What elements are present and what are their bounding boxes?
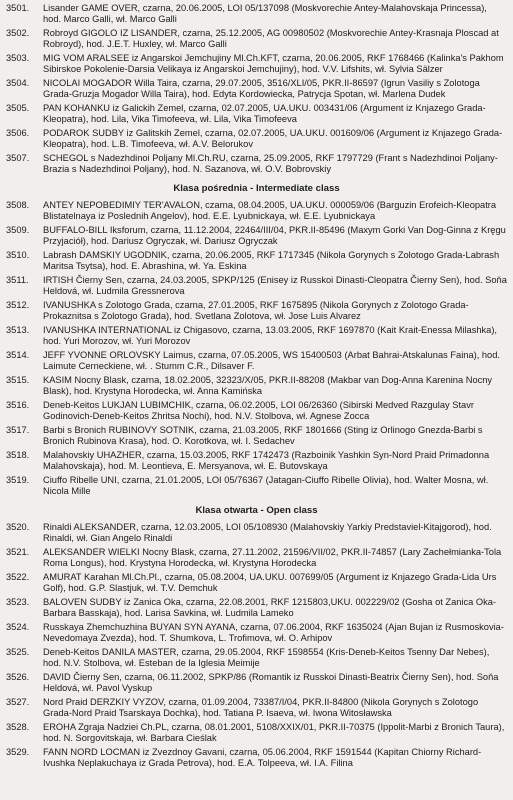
entry-text: Robroyd GIGOLO IZ LISANDER, czarna, 25.12.2005, AG 00980502 (Moskvorechie Antey-Krasnaja Ploscad at Robroyd), hod. J.E.T. Huxley, wł. Marco Galli	[43, 28, 499, 50]
entry-number: 3502.	[6, 28, 30, 38]
entry-number: 3527.	[6, 696, 30, 707]
catalog-entry	[6, 672, 507, 695]
catalog-entry	[6, 300, 507, 323]
entry-number: 3509.	[6, 224, 30, 235]
entry-text: JEFF YVONNE ORLOVSKY Laimus, czarna, 07.05.2005, WS 15400503 (Arbat Bahrai-Atskalunas Faina), hod. Laimute Cerneckiene, wł. . Stumm C.R., Dilsaver F.	[43, 349, 500, 372]
entry-number: 3524.	[6, 621, 30, 632]
entry-text: Barbi s Bronich RUBINOVY SOTNIK, czarna, 21.03.2005, RKF 1801666 (Sting iz Orlinogo Gnezda-Barbi s Bronich Rubinova Krasa), hod. O. Korotkova, wł. I. Sedachev	[43, 424, 483, 447]
catalog-entry	[6, 350, 507, 373]
catalog-entry	[6, 400, 507, 423]
entry-number: 3507.	[6, 153, 30, 163]
entry-number: 3528.	[6, 721, 30, 732]
entry-number: 3504.	[6, 78, 30, 88]
entry-text: Labrash DAMSKIY UGODNIK, czarna, 20.06.2005, RKF 1717345 (Nikola Gorynych s Zolotogo Grada-Labrash Maritsa Tsytsa), hod. E. Abrashina, wł. Ya. Eskina	[43, 249, 500, 272]
entry-number: 3513.	[6, 324, 30, 335]
entry-text: PODAROK SUDBY iz Galitskih Zemel, czarna, 02.07.2005, UA.UKU. 001609/06 (Argument iz Knjazego Grada-Kleopatra), hod. L.B. Timofeeva, wł. A.V. Belorukov	[43, 128, 503, 150]
entry-number: 3514.	[6, 349, 30, 360]
catalog-entry	[6, 747, 507, 770]
entry-text: SCHEGOL s Nadezhdinoi Poljany Ml.Ch.RU, czarna, 25.09.2005, RKF 1797729 (Frant s Nadezhdinoi Poljany-Brazia s Nadezhdinoi Poljany), hod. N. Sazanova, wł. O.V. Bobrovskiy	[43, 153, 498, 175]
entry-number: 3508.	[6, 199, 30, 210]
entry-text: Malahovskiy UHAZHER, czarna, 15.03.2005, RKF 1742473 (Razboinik Yashkin Syn-Nord Praid Primadonna Malahovskaja), hod. M. Leontieva, E. Mersyanova, wł. E. Butovskaya	[43, 449, 490, 472]
entry-text: PAN KOHANKU iz Galickih Zemel, czarna, 02.07.2005, UA.UKU. 003431/06 (Argument iz Knjazego Grada-Kleopatra), hod. Lila, Vika Timofeeva, wł. Lila, Vika Timofeeva	[43, 103, 486, 125]
catalog-entry	[6, 3, 507, 26]
entry-text: AMURAT Karahan Ml.Ch.Pl., czarna, 05.08.2004, UA.UKU. 007699/05 (Argument iz Knjazego Grada-Lida Urs Golf), hod. G.P. Slastjuk, wł. T.V. Demchuk	[43, 571, 497, 594]
open-class-heading: Klasa otwarta - Open class	[195, 504, 318, 516]
catalog-entry	[6, 425, 507, 448]
catalog-entry	[6, 547, 507, 570]
catalog-entry	[6, 475, 507, 498]
catalog-entry	[6, 128, 507, 151]
entry-number: 3529.	[6, 746, 30, 757]
entry-text: FANN NORD LOCMAN iz Zvezdnoy Gavani, czarna, 05.06.2004, RKF 1591544 (Kapitan Chiorny Richard-Ivushka Neplakuchaya iz Grada Petrova), hod. E.A. Tolpeeva, wł. I.A. Filina	[43, 746, 482, 769]
entry-number: 3518.	[6, 449, 30, 460]
entry-text: ALEKSANDER WIELKI Nocny Blask, czarna, 27.11.2002, 21596/VII/02, PKR.II-74857 (Lary Zachełmianka-Tola Roma Longus), hod. Krystyna Horodecka, wł. Krystyna Horodecka	[43, 546, 502, 569]
catalog-entry	[6, 53, 507, 76]
entries-section-top	[6, 3, 507, 176]
entry-text: EROHA Zgraja Nadziei Ch.PL, czarna, 08.01.2001, 5108/XXIX/01, PKR.II-70375 (Ippolit-Marbi z Bronich Taura), hod. N. Sorgovitskaja, wł. Barbara Cieślak	[43, 721, 505, 744]
entry-number: 3520.	[6, 521, 30, 532]
entry-number: 3512.	[6, 299, 30, 310]
catalog-entry	[6, 572, 507, 595]
catalog-entry	[6, 153, 507, 176]
entry-number: 3516.	[6, 399, 30, 410]
catalog-entry	[6, 325, 507, 348]
entry-number: 3526.	[6, 671, 30, 682]
entry-text: KASIM Nocny Blask, czarna, 18.02.2005, 32323/X/05, PKR.II-88208 (Makbar van Dog-Anna Karenina Nocny Blask), hod. Krystyna Horodecka, wł. Anna Kamińska	[43, 374, 493, 397]
entries-section-open	[6, 522, 507, 770]
entry-number: 3519.	[6, 474, 30, 485]
catalog-entry	[6, 622, 507, 645]
entry-number: 3517.	[6, 424, 30, 435]
entry-number: 3522.	[6, 571, 30, 582]
entry-number: 3503.	[6, 53, 30, 63]
entry-text: NICOLAI MOGADOR Willa Taira, czarna, 29.07.2005, 3516/XLI/05, PKR.II-86597 (Igrun Vasiliy s Zolotoga Grada-Gruzja Mogador Willa Taira), hod. Edyta Kordowiecka, Patrycja Spotan, wł. Marlena Dudek	[43, 78, 480, 100]
catalog-entry	[6, 225, 507, 248]
entry-number: 3505.	[6, 103, 30, 113]
entry-number: 3515.	[6, 374, 30, 385]
entry-text: BALOVEN SUDBY iz Zanica Oka, czarna, 22.08.2001, RKF 1215803,UKU. 002229/02 (Gosha ot Zanica Oka-Barbara Basskaja), hod. Larisa Savkina, wł. Ludmila Lameko	[43, 596, 497, 619]
entry-number: 3511.	[6, 274, 29, 285]
catalog-entry	[6, 28, 507, 51]
entry-text: MIG VOM ARALSEE iz Angarskoi Jemchujiny Ml.Ch.KFT, czarna, 20.06.2005, RKF 1768466 (Kalinka's Pakhom Sibirskoe Pokolenie-Darsia Velikaya iz Angarskoi Jemchujiny), hod. V.V. Lifshits, wł. Sylvia Sälzer	[43, 53, 504, 75]
entry-text: IVANUSHKA INTERNATIONAL iz Chigasovo, czarna, 13.03.2005, RKF 1697870 (Kait Krait-Enessa Milashka), hod. Yuri Morozov, wł. Yuri Morozov	[43, 324, 498, 347]
entries-section-intermediate	[6, 200, 507, 498]
entry-text: Lisander GAME OVER, czarna, 20.06.2005, LOI 05/137098 (Moskvorechie Antey-Malahovskaja Princessa), hod. Marco Galli, wł. Marco Galli	[43, 3, 487, 25]
entry-text: Nord Praid DERZKIY VYZOV, czarna, 01.09.2004, 73387/I/04, PKR.II-84800 (Nikola Gorynych s Zolotogo Grada-Nord Praid Tsarskaya Dochka), hod. Tatiana P. Isaeva, wł. Iwona Witosławska	[43, 696, 479, 719]
catalog-entry	[6, 275, 507, 298]
catalog-entry	[6, 522, 507, 545]
intermediate-class-heading: Klasa pośrednia - Intermediate class	[173, 182, 340, 194]
entry-number: 3510.	[6, 249, 30, 260]
entry-number: 3523.	[6, 596, 30, 607]
entry-text: Ciuffo Ribelle UNI, czarna, 21.01.2005, LOI 05/76367 (Jatagan-Ciuffo Ribelle Olivia), hod. Walter Mosna, wł. Nicola Mille	[43, 474, 489, 497]
catalog-entry	[6, 722, 507, 745]
entry-text: Russkaya Zhemchuzhina BUYAN SYN AYANA, czarna, 07.06.2004, RKF 1635024 (Ajan Bujan iz Rusmoskovia-Nevedomaya Zvezda), hod. T. Shumkova, L. Trofimova, wł. O. Arhipov	[43, 621, 504, 644]
entry-number: 3521.	[6, 546, 30, 557]
entry-text: Rinaldi ALEKSANDER, czarna, 12.03.2005, LOI 05/108930 (Malahovskiy Yarkiy Predstaviel-Kitajgorod), hod. Rinaldi, wł. Gian Angelo Rinaldi	[43, 521, 492, 544]
catalog-entry	[6, 697, 507, 720]
catalog-entry	[6, 597, 507, 620]
entry-number: 3525.	[6, 646, 30, 657]
catalog-entry	[6, 450, 507, 473]
entry-text: Deneb-Keitos DANILA MASTER, czarna, 29.05.2004, RKF 1598554 (Kris-Deneb-Keitos Tsenny Dar Nebes), hod. N.V. Stolbova, wł. Esteban de la Iglesia Meimije	[43, 646, 490, 669]
entry-number: 3506.	[6, 128, 30, 138]
entry-text: IRTISH Čierny Sen, czarna, 24.03.2005, SPKP/125 (Enisey iz Russkoi Dinasti-Cleopatra Čierny Sen), hod. Soňa Heldová, wł. Ludmila Gressnerova	[43, 274, 507, 297]
catalog-entry	[6, 647, 507, 670]
catalog-entry	[6, 375, 507, 398]
entry-text: IVANUSHKA s Zolotogo Grada, czarna, 27.01.2005, RKF 1675895 (Nikola Gorynych z Zolotogo Grada-Prokaznitsa s Zolotogo Grada), hod. Svetlana Zolotova, wł. Jose Luis Alvarez	[43, 299, 469, 322]
catalog-entry	[6, 200, 507, 223]
entry-text: ANTEY NEPOBEDIMIY TER'AVALON, czarna, 08.04.2005, UA.UKU. 000059/06 (Barguzin Erofeich-Kleopatra Blistatelnaya iz Poslednih Angelov), hod. E.E. Lyubnickaya, wł. E.E. Lyubnickaya	[43, 199, 497, 222]
entry-number: 3501.	[6, 3, 30, 13]
entry-text: Deneb-Keitos LUKJAN LUBIMCHIK, czarna, 06.02.2005, LOI 06/26360 (Sibirski Medved Razgulay Stavr Godinovich-Deneb-Keitos Zhritsa Nochi), hod. N.V. Stolbova, wł. Agnese Zocca	[43, 399, 474, 422]
catalog-entry	[6, 250, 507, 273]
entry-text: DAVID Čierny Sen, czarna, 06.11.2002, SPKP/86 (Romantik iz Russkoi Dinasti-Beatrix Čierny Sen), hod. Soňa Heldová, wł. Pavol Vyskup	[43, 671, 499, 694]
catalog-entry	[6, 103, 507, 126]
entry-text: BUFFALO-BILL Iksforum, czarna, 11.12.2004, 22464/III/04, PKR.II-85496 (Maxym Gorki Van Dog-Ginna z Kręgu Przyjaciół), hod. Dariusz Ogryczak, wł. Dariusz Ogryczak	[43, 224, 506, 247]
catalog-entry	[6, 78, 507, 101]
